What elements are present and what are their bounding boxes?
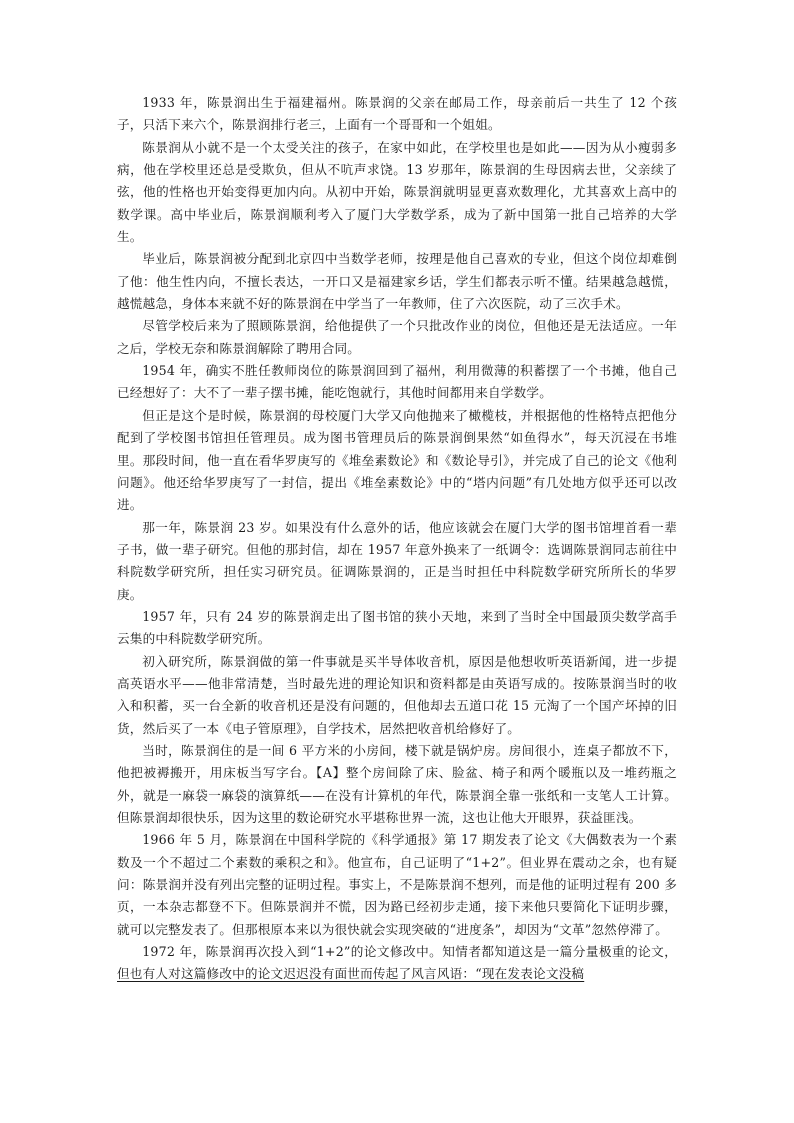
paragraph-12-text: 1972 年，陈景润再次投入到“1+2”的论文修改中。知情者都知道这是一篇分量极重的论文， <box>142 944 677 960</box>
paragraph-4: 尽管学校后来为了照顾陈景润，给他提供了一个只批改作业的岗位，但他还是无法适应。一年之后，学校无奈和陈景润解除了聘用合同。 <box>117 318 677 356</box>
paragraph-11: 1966 年 5 月，陈景润在中国科学院的《科学通报》第 17 期发表了论文《大偶数表为一个素数及一个不超过二个素数的乘积之和》。他宣布，自己证明了“1+2”。但业界在震动之余，也有疑问：陈景润并没有列出完整的证明过程。事实上，不是陈景润不想列，而是他的证明过程有 200 多页，一本杂志都登不下。但陈景润并不慌，因为路已经初步走通，接下来他只要简化下证明步骤，就可以完整发表了。但那根原本来以为很快就会实现突破的“进度条”，却因为“文革”忽然停滞了。 <box>117 832 677 937</box>
paragraph-8: 1957 年，只有 24 岁的陈景润走出了图书馆的狭小天地，来到了当时全中国最顶尖数学高手云集的中科院数学研究所。 <box>117 608 677 647</box>
paragraph-12 <box>117 941 677 986</box>
paragraph-2: 陈景润从小就不是一个太受关注的孩子，在家中如此，在学校里也是如此——因为从小瘦弱多病，他在学校里还总是受欺负，但从不吭声求饶。13 岁那年，陈景润的生母因病去世，父亲续了弦，他的性格也开始变得更加内向。从初中开始，陈景润就明显更喜欢数理化，尤其喜欢上高中的数学课。高中毕业后，陈景润顺利考入了厦门大学数学系，成为了新中国第一批自己培养的大学生。 <box>117 139 677 245</box>
paragraph-6: 但正是这个是时候，陈景润的母校厦门大学又向他抛来了橄榄枝，并根据他的性格特点把他分配到了学校图书馆担任管理员。成为图书管理员后的陈景润倒果然“如鱼得水”，每天沉浸在书堆里。那段时间，他一直在看华罗庚写的《堆垒素数论》和《数论导引》，并完成了自己的论文《他利问题》。他还给华罗庚写了一封信，提出《堆垒素数论》中的“塔内问题”有几处地方似乎还可以改进。 <box>117 407 677 513</box>
paragraph-1: 1933 年，陈景润出生于福建福州。陈景润的父亲在邮局工作，母亲前后一共生了 12 个孩子，只活下来六个，陈景润排行老三，上面有一个哥哥和一个姐姐。 <box>117 95 677 133</box>
paragraph-10: 当时，陈景润住的是一间 6 平方米的小房间，楼下就是锅炉房。房间很小，连桌子都放不下，他把被褥搬开，用床板当写字台。【A】整个房间除了床、脸盆、椅子和两个暖瓶以及一堆药瓶之外，就是一麻袋一麻袋的演算纸——在没有计算机的年代，陈景润全靠一张纸和一支笔人工计算。但陈景润却很快乐，因为这里的数论研究水平堪称世界一流，这也让他大开眼界，获益匪浅。 <box>117 742 677 825</box>
article-body <box>117 92 677 986</box>
underlined-sentence: 但也有人对这篇修改中的论文迟迟没有面世而传起了风言风语：“现在发表论文没稿 <box>117 966 585 982</box>
paragraph-3: 毕业后，陈景润被分配到北京四中当数学老师，按理是他自己喜欢的专业，但这个岗位却难倒了他：他生性内向，不擅长表达，一开口又是福建家乡话，学生们都表示听不懂。结果越急越慌，越慌越急，身体本来就不好的陈景润在中学当了一年教师，住了六次医院，动了三次手术。 <box>117 251 677 312</box>
paragraph-7: 那一年，陈景润 23 岁。如果没有什么意外的话，他应该就会在厦门大学的图书馆埋首看一辈子书，做一辈子研究。但他的那封信，却在 1957 年意外换来了一纸调令：选调陈景润同志前往中科院数学研究所，担任实习研究员。征调陈景润的，正是当时担任中科院数学研究所所长的华罗庚。 <box>117 519 677 602</box>
paragraph-5: 1954 年，确实不胜任教师岗位的陈景润回到了福州，利用微薄的积蓄摆了一个书摊，他自己已经想好了：大不了一辈子摆书摊，能吃饱就行，其他时间都用来自学数学。 <box>117 363 677 401</box>
paragraph-9: 初入研究所，陈景润做的第一件事就是买半导体收音机，原因是他想收听英语新闻，进一步提高英语水平——他非常清楚，当时最先进的理论知识和资料都是由英语写成的。按陈景润当时的收入和积蓄，买一台全新的收音机还是没有问题的，但他却去五道口花 15 元淘了一个国产坏掉的旧货，然后买了一本《电子管原理》，自学技术，居然把收音机给修好了。 <box>117 653 677 736</box>
